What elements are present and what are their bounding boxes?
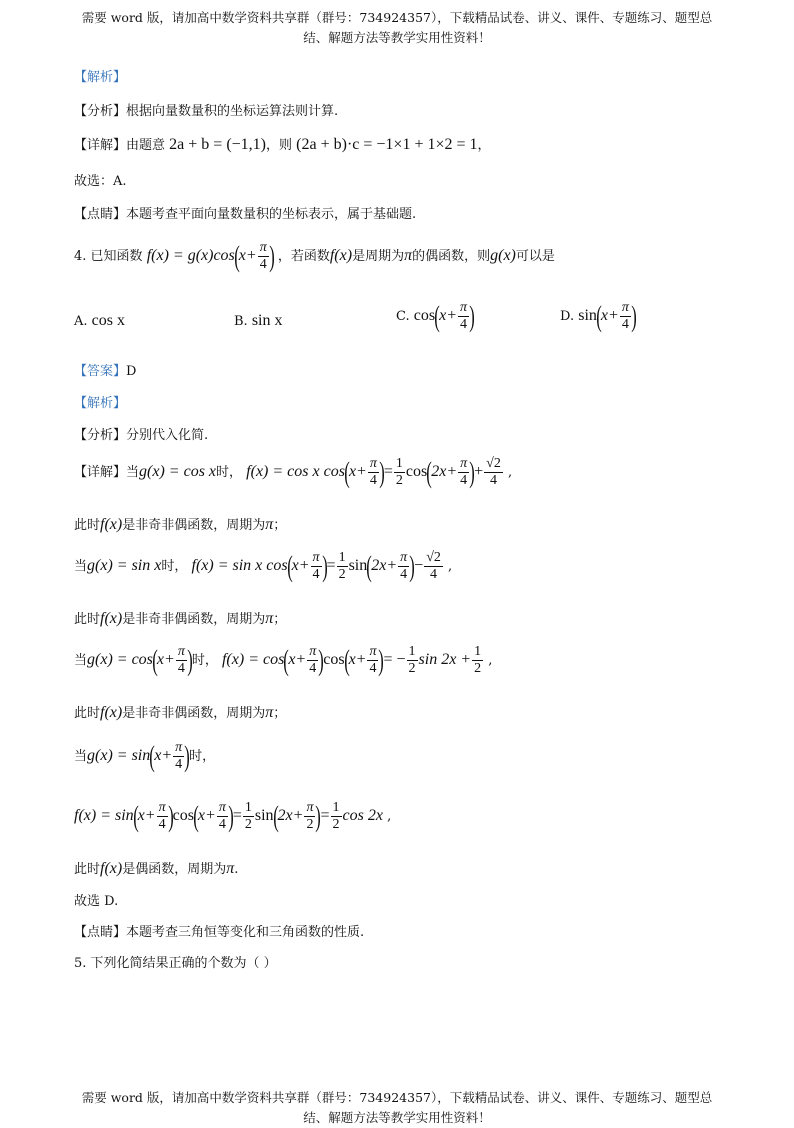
option-a: A. cos x — [74, 312, 125, 329]
q3-fenxi: 【分析】根据向量数量积的坐标运算法则计算. — [74, 104, 339, 119]
q3-math-1: 2a + b = (−1,1) — [169, 136, 266, 153]
q4-answer: 【答案】D — [74, 364, 137, 379]
page-header — [40, 8, 754, 48]
q3-detail: 【详解】由题意 2a + b = (−1,1)，则 (2a + b)·c = −1×1 + 1×2 = 1， — [74, 136, 491, 153]
option-d: D. sin(x+ $\frac{\pi}{4}$ ) — [560, 299, 637, 333]
q5-stem: 5. 下列化简结果正确的个数为（ ） — [74, 956, 277, 971]
q4-stem: 4. 已知函数 f(x) = g(x)cos(x+ $\frac{\pi}{4}$ ) ，若函数f(x)是周期为π的偶函数，则g(x)可以是 — [74, 239, 555, 273]
q4-case-2-conclusion: 此时f(x)是非奇非偶函数，周期为π； — [74, 610, 287, 627]
option-b: B. sin x — [234, 312, 283, 329]
q4-case-3-conclusion: 此时f(x)是非奇非偶函数，周期为π； — [74, 704, 287, 721]
q4-case-1-conclusion: 此时f(x)是非奇非偶函数，周期为π； — [74, 516, 287, 533]
q4-case-1: 【详解】当g(x) = cos x时， f(x) = cos x cos(x+ $\frac{\pi}{4}$ )= $\frac{1}{2}$ cos(2x+ $\frac{\pi}{4}$ )+ $\frac{√2}{4}$ , — [74, 455, 513, 489]
q3-analysis-heading: 【解析】 — [74, 70, 127, 85]
q4-case-4: 当g(x) = sin(x+ $\frac{\pi}{4}$ )时， — [74, 739, 216, 773]
q3-choice: 故选：A. — [74, 174, 127, 189]
q3-comment: 【点睛】本题考查平面向量数量积的坐标表示，属于基础题. — [74, 207, 417, 222]
q4-case-3: 当g(x) = cos(x+ $\frac{\pi}{4}$ )时， f(x) = cos(x+ $\frac{\pi}{4}$ )cos(x+ $\frac{\pi}{4}$ )= − $\frac{1}{2}$ sin 2x + $\frac{1}{2}$ , — [74, 643, 493, 677]
q4-case-4-conclusion: 此时f(x)是偶函数，周期为π. — [74, 860, 239, 877]
q4-case-4-expr: f(x) = sin(x+ $\frac{\pi}{4}$ )cos(x+ $\frac{\pi}{4}$ )= $\frac{1}{2}$ sin(2x+ $\frac{\pi}{2}$ )= $\frac{1}{2}$ cos 2x , — [74, 799, 392, 833]
page-footer — [40, 1088, 754, 1128]
header-line-2: 结、解题方法等教学实用性资料！ — [303, 30, 491, 45]
q4-fenxi: 【分析】分别代入化简. — [74, 428, 209, 443]
q4-comment: 【点睛】本题考查三角恒等变化和三角函数的性质. — [74, 925, 365, 940]
option-c: C. cos(x+ $\frac{\pi}{4}$ ) — [396, 299, 475, 333]
q4-choice: 故选 D. — [74, 894, 119, 909]
header-line-1: 需要 word 版，请加高中数学资料共享群（群号：734924357），下载精品试卷、讲义、课件、专题练习、题型总 — [81, 10, 713, 25]
footer-line-1: 需要 word 版，请加高中数学资料共享群（群号：734924357），下载精品试卷、讲义、课件、专题练习、题型总 — [81, 1090, 713, 1105]
q4-analysis-heading: 【解析】 — [74, 396, 127, 411]
q4-case-2: 当g(x) = sin x时， f(x) = sin x cos(x+ $\frac{\pi}{4}$ )= $\frac{1}{2}$ sin(2x+ $\frac{\pi}{4}$ )− $\frac{√2}{4}$ , — [74, 549, 453, 583]
footer-line-2: 结、解题方法等教学实用性资料！ — [303, 1110, 491, 1125]
q3-math-2: (2a + b)·c = −1×1 + 1×2 = 1 — [296, 136, 478, 153]
